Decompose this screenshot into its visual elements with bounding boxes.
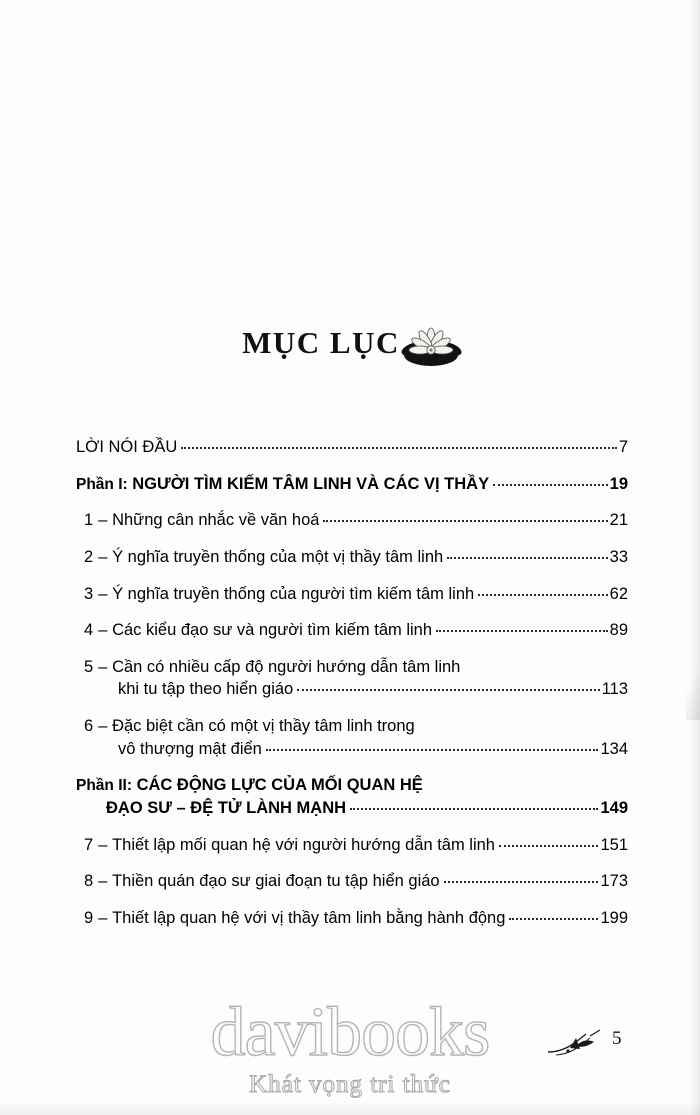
toc-entry-label: Đặc biệt cần có một vị thầy tâm linh trong [112,717,415,735]
toc-entry-chapter-5[interactable] [76,657,628,678]
toc-chapter-number: 3 [84,584,94,603]
page-corner-fold [686,600,700,720]
toc-entry-chapter-6[interactable] [76,716,628,737]
page-title-block [0,325,700,361]
toc-entry-part-1[interactable] [76,474,628,495]
toc-part-title: NGƯỜI TÌM KIẾM TÂM LINH VÀ CÁC VỊ THẦY [132,474,490,493]
toc-entry-chapter-5-line2[interactable] [76,679,628,700]
toc-part-title-continued: ĐẠO SƯ – ĐỆ TỬ LÀNH MẠNH [106,798,347,817]
toc-entry-label: Thiền quán đạo sư giai đoạn tu tập hiển giáo [112,872,440,891]
toc-chapter-separator: – [98,717,108,735]
toc-entry-chapter-1[interactable] [76,510,628,531]
leader-dots [266,748,599,751]
leader-dots [499,844,598,847]
toc-chapter-number: 5 [84,657,94,676]
toc-chapter-number: 2 [84,547,94,566]
leader-dots [436,629,608,632]
toc-chapter-separator: – [98,872,108,891]
flourish-ornament [546,1022,612,1062]
toc-entry-page: 7 [618,438,628,456]
toc-entry-label: Thiết lập mối quan hệ với người hướng dẫn tâm linh [112,835,495,854]
toc-part-label: Phần I: [76,475,128,493]
page-edge-shadow-right [690,0,700,1115]
toc-entry-chapter-9[interactable] [76,908,628,929]
toc-chapter-separator: – [98,657,108,676]
page-title: MỤC LỤC [242,325,400,360]
toc-entry-chapter-2[interactable] [76,547,628,568]
toc-chapter-separator: – [98,511,108,530]
leader-dots [350,807,598,810]
toc-chapter-separator: – [98,835,108,854]
toc-entry-chapter-8[interactable] [76,871,628,892]
toc-chapter-number: 6 [84,717,94,735]
toc-entry-preface[interactable] [76,437,628,458]
toc-chapter-number: 7 [84,835,94,854]
toc-entry-page: 113 [601,680,628,699]
table-of-contents [76,437,628,944]
toc-entry-page: 33 [609,547,628,566]
watermark-tagline: Khát vọng tri thức [249,1070,451,1098]
toc-part-title: CÁC ĐỘNG LỰC CỦA MỐI QUAN HỆ [136,776,423,795]
toc-chapter-separator: – [98,908,108,927]
watermark-brand: davibooks [210,994,490,1071]
toc-entry-label: LỜI NÓI ĐẦU [76,438,178,456]
toc-entry-chapter-6-line2[interactable] [76,739,628,760]
toc-entry-label: Cần có nhiều cấp độ người hướng dẫn tâm linh [112,657,461,676]
toc-entry-label: Thiết lập quan hệ với vị thầy tâm linh bằng hành động [112,908,506,927]
page-edge-shadow-bottom [0,1101,700,1115]
toc-entry-label: Ý nghĩa truyền thống của người tìm kiếm tâm linh [112,584,475,603]
toc-entry-page: 89 [609,621,628,640]
toc-entry-page: 19 [609,474,628,493]
toc-entry-page: 151 [600,835,628,854]
toc-chapter-number: 9 [84,908,94,927]
toc-entry-label: Các kiểu đạo sư và người tìm kiếm tâm linh [112,621,433,640]
leader-dots [444,880,599,883]
toc-chapter-separator: – [98,584,108,603]
toc-entry-chapter-7[interactable] [76,835,628,856]
toc-chapter-separator: – [98,621,108,640]
leader-dots [297,688,599,691]
leader-dots [447,556,607,559]
toc-entry-part-2[interactable] [76,775,628,796]
toc-entry-label-continued: vô thượng mật điển [118,739,262,758]
leader-dots [323,519,607,522]
page-folio: 5 [612,1028,622,1049]
leader-dots [509,917,598,920]
toc-chapter-number: 1 [84,511,94,530]
toc-entry-page: 134 [600,739,628,758]
title-inner [242,325,458,361]
toc-chapter-number: 4 [84,621,94,640]
toc-chapter-separator: – [98,547,108,566]
leader-dots [493,483,608,486]
toc-entry-page: 62 [609,584,628,603]
toc-part-label: Phần II: [76,777,132,795]
toc-entry-label-continued: khi tu tập theo hiển giáo [118,680,294,699]
toc-entry-part-2-line2[interactable] [76,798,628,819]
toc-entry-page: 149 [600,798,628,817]
leader-dots [478,593,607,596]
toc-entry-chapter-4[interactable] [76,620,628,641]
toc-entry-page: 199 [600,908,628,927]
toc-chapter-number: 8 [84,872,94,891]
toc-entry-label: Những cân nhắc về văn hoá [112,511,320,530]
leader-dots [181,446,617,449]
lotus-flower-ornament [400,321,462,377]
toc-entry-page: 173 [600,872,628,891]
toc-entry-page: 21 [609,511,628,530]
toc-entry-chapter-3[interactable] [76,584,628,605]
toc-entry-label: Ý nghĩa truyền thống của một vị thầy tâm linh [112,547,444,566]
